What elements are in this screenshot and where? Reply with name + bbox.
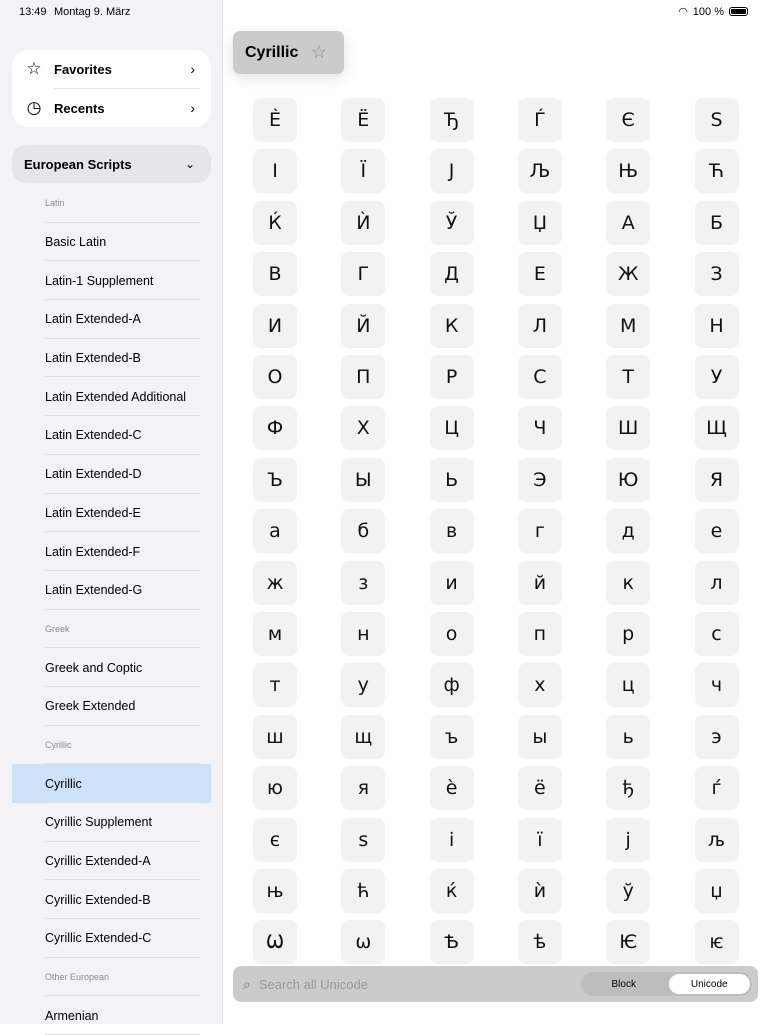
character-tile[interactable]: Ъ: [253, 458, 297, 502]
scope-block[interactable]: Block: [611, 978, 636, 990]
character-tile[interactable]: х: [518, 663, 562, 707]
character-tile[interactable]: А: [606, 201, 650, 245]
character-tile[interactable]: ѐ: [430, 766, 474, 810]
character-tile[interactable]: ж: [253, 561, 297, 605]
character-tile[interactable]: ѡ: [341, 920, 385, 964]
battery-percent: 100 %: [692, 5, 724, 18]
sidebar-item[interactable]: Greek and Coptic: [12, 648, 211, 687]
character-tile[interactable]: ы: [518, 715, 562, 759]
character-tile[interactable]: л: [695, 561, 739, 605]
sidebar-item[interactable]: Basic Latin: [12, 223, 211, 262]
character-tile[interactable]: б: [341, 509, 385, 553]
sidebar-section-header: Other European: [12, 958, 211, 997]
search-bar: [233, 966, 758, 1002]
character-tile[interactable]: п: [518, 612, 562, 656]
character-tile[interactable]: Ь: [430, 458, 474, 502]
sidebar-item[interactable]: Greek Extended: [12, 687, 211, 726]
character-tile[interactable]: і: [430, 818, 474, 862]
sidebar-item[interactable]: Latin Extended-D: [12, 455, 211, 494]
status-time: 13:49: [19, 6, 47, 18]
character-tile[interactable]: Џ: [518, 201, 562, 245]
status-indicators: [678, 5, 748, 18]
character-tile[interactable]: о: [430, 612, 474, 656]
character-tile[interactable]: Г: [341, 252, 385, 296]
sidebar-item[interactable]: Latin Extended-A: [12, 300, 211, 339]
sidebar-item[interactable]: Latin Extended Additional: [12, 377, 211, 416]
character-tile[interactable]: а: [253, 509, 297, 553]
character-tile[interactable]: с: [695, 612, 739, 656]
sidebar-item[interactable]: Latin Extended-G: [12, 571, 211, 610]
favorite-star-icon[interactable]: ☆: [310, 42, 327, 62]
character-tile[interactable]: ў: [606, 869, 650, 913]
sidebar-item[interactable]: Latin Extended-E: [12, 494, 211, 533]
character-tile[interactable]: ѓ: [695, 766, 739, 810]
character-tile[interactable]: ї: [518, 818, 562, 862]
chevron-right-icon: ›: [190, 100, 195, 116]
character-tile[interactable]: н: [341, 612, 385, 656]
favorites-row[interactable]: [12, 50, 211, 88]
sidebar-section-header: Latin: [12, 184, 211, 223]
character-tile[interactable]: Ю: [606, 458, 650, 502]
character-tile[interactable]: Ч: [518, 406, 562, 450]
character-tile[interactable]: Л: [518, 304, 562, 348]
character-tile[interactable]: џ: [695, 869, 739, 913]
character-tile[interactable]: е: [695, 509, 739, 553]
character-tile[interactable]: К: [430, 304, 474, 348]
character-tile[interactable]: ъ: [430, 715, 474, 759]
character-tile[interactable]: І: [253, 149, 297, 193]
character-tile[interactable]: ь: [606, 715, 650, 759]
character-tile[interactable]: Б: [695, 201, 739, 245]
character-tile[interactable]: э: [695, 715, 739, 759]
character-tile[interactable]: у: [341, 663, 385, 707]
character-tile[interactable]: Ђ: [430, 98, 474, 142]
character-tile[interactable]: ќ: [430, 869, 474, 913]
character-tile[interactable]: щ: [341, 715, 385, 759]
character-tile[interactable]: Є: [606, 98, 650, 142]
character-tile[interactable]: Р: [430, 355, 474, 399]
character-tile[interactable]: ѥ: [695, 920, 739, 964]
character-tile[interactable]: Њ: [606, 149, 650, 193]
character-tile[interactable]: П: [341, 355, 385, 399]
character-tile[interactable]: Ї: [341, 149, 385, 193]
character-tile[interactable]: ш: [253, 715, 297, 759]
character-tile[interactable]: С: [518, 355, 562, 399]
block-title: [233, 31, 344, 74]
clock-icon: ◷: [26, 98, 42, 117]
character-tile[interactable]: ч: [695, 663, 739, 707]
character-tile[interactable]: Љ: [518, 149, 562, 193]
battery-icon: [729, 7, 748, 16]
recents-row[interactable]: [12, 89, 211, 127]
character-tile[interactable]: Ё: [341, 98, 385, 142]
wifi-icon: ◠: [678, 6, 688, 18]
character-tile[interactable]: Ф: [253, 406, 297, 450]
sidebar-item[interactable]: Cyrillic Extended-C: [12, 919, 211, 958]
sidebar-item[interactable]: Latin Extended-C: [12, 416, 211, 455]
character-tile[interactable]: ђ: [606, 766, 650, 810]
character-tile[interactable]: У: [695, 355, 739, 399]
search-icon: ⌕: [243, 975, 251, 992]
sidebar-item[interactable]: Cyrillic Extended-B: [12, 880, 211, 919]
sidebar: [0, 0, 223, 1024]
character-tile[interactable]: Ѐ: [253, 98, 297, 142]
character-tile[interactable]: љ: [695, 818, 739, 862]
recents-label: Recents: [54, 100, 105, 116]
character-tile[interactable]: Ў: [430, 201, 474, 245]
character-tile[interactable]: Э: [518, 458, 562, 502]
status-date: Montag 9. März: [54, 6, 131, 18]
sidebar-section-header: Greek: [12, 610, 211, 649]
scope-unicode[interactable]: Unicode: [669, 974, 751, 994]
character-tile[interactable]: Ј: [430, 149, 474, 193]
character-tile[interactable]: ф: [430, 663, 474, 707]
sidebar-item[interactable]: Latin Extended-B: [12, 339, 211, 378]
character-tile[interactable]: Ы: [341, 458, 385, 502]
character-tile[interactable]: Ѓ: [518, 98, 562, 142]
section-european-scripts[interactable]: [12, 145, 211, 183]
character-tile[interactable]: З: [695, 252, 739, 296]
sidebar-section-header: Cyrillic: [12, 726, 211, 765]
character-tile[interactable]: Ѣ: [430, 920, 474, 964]
sidebar-item[interactable]: Armenian: [12, 996, 211, 1035]
character-tile[interactable]: ц: [606, 663, 650, 707]
character-tile[interactable]: ѣ: [518, 920, 562, 964]
sidebar-item[interactable]: Latin-1 Supplement: [12, 261, 211, 300]
block-list: [12, 184, 211, 1035]
page-title: Cyrillic: [245, 43, 299, 61]
character-tile[interactable]: Ѡ: [253, 920, 297, 964]
character-tile[interactable]: И: [253, 304, 297, 348]
character-tile[interactable]: ю: [253, 766, 297, 810]
sidebar-item[interactable]: Latin Extended-F: [12, 532, 211, 571]
character-tile[interactable]: Ѥ: [606, 920, 650, 964]
character-tile[interactable]: Е: [518, 252, 562, 296]
character-tile[interactable]: Ж: [606, 252, 650, 296]
character-tile[interactable]: Ћ: [695, 149, 739, 193]
character-tile[interactable]: Ќ: [253, 201, 297, 245]
chevron-right-icon: ›: [190, 61, 195, 77]
character-tile[interactable]: ѕ: [341, 818, 385, 862]
character-tile[interactable]: и: [430, 561, 474, 605]
character-tile[interactable]: г: [518, 509, 562, 553]
character-tile[interactable]: ћ: [341, 869, 385, 913]
character-tile[interactable]: Ѝ: [341, 201, 385, 245]
character-tile[interactable]: т: [253, 663, 297, 707]
character-tile[interactable]: ј: [606, 818, 650, 862]
sidebar-item[interactable]: Cyrillic: [12, 764, 211, 803]
character-tile[interactable]: з: [341, 561, 385, 605]
character-tile[interactable]: њ: [253, 869, 297, 913]
character-tile[interactable]: О: [253, 355, 297, 399]
star-icon: ☆: [26, 59, 42, 78]
scope-segmented-control: [581, 972, 752, 996]
character-tile[interactable]: й: [518, 561, 562, 605]
character-tile[interactable]: м: [253, 612, 297, 656]
character-tile[interactable]: Д: [430, 252, 474, 296]
sidebar-item[interactable]: Cyrillic Extended-A: [12, 842, 211, 881]
character-tile[interactable]: Й: [341, 304, 385, 348]
character-tile[interactable]: ё: [518, 766, 562, 810]
character-tile[interactable]: ѝ: [518, 869, 562, 913]
character-tile[interactable]: Н: [695, 304, 739, 348]
favorites-label: Favorites: [54, 61, 112, 77]
character-tile[interactable]: д: [606, 509, 650, 553]
character-tile[interactable]: В: [253, 252, 297, 296]
character-tile[interactable]: р: [606, 612, 650, 656]
character-tile[interactable]: Щ: [695, 406, 739, 450]
section-label: European Scripts: [24, 156, 132, 172]
character-tile[interactable]: Ш: [606, 406, 650, 450]
character-tile[interactable]: к: [606, 561, 650, 605]
character-tile[interactable]: Я: [695, 458, 739, 502]
character-tile[interactable]: Ѕ: [695, 98, 739, 142]
chevron-down-icon: ⌄: [184, 157, 195, 171]
character-tile[interactable]: є: [253, 818, 297, 862]
character-tile[interactable]: Ц: [430, 406, 474, 450]
character-tile[interactable]: Т: [606, 355, 650, 399]
search-input[interactable]: [259, 977, 559, 992]
character-tile[interactable]: Х: [341, 406, 385, 450]
quick-access-card: [12, 50, 211, 127]
character-tile[interactable]: в: [430, 509, 474, 553]
character-tile[interactable]: М: [606, 304, 650, 348]
character-tile[interactable]: я: [341, 766, 385, 810]
sidebar-item[interactable]: Cyrillic Supplement: [12, 803, 211, 842]
